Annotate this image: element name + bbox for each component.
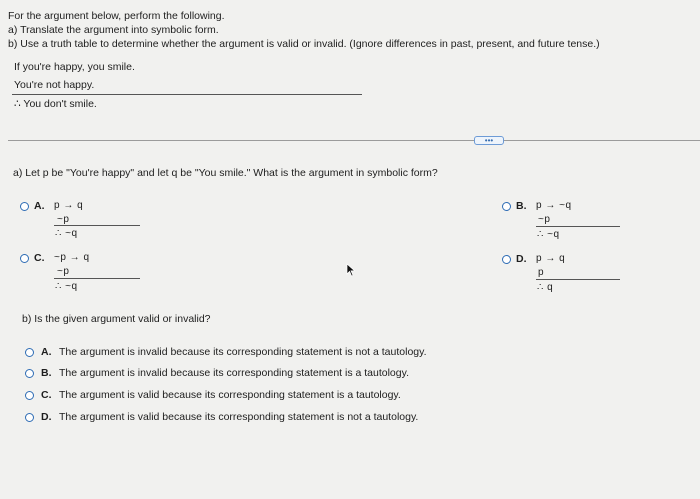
section-separator: [8, 140, 700, 141]
part-a-option-c-premise-1: ~p → q: [54, 252, 90, 263]
part-b-option-b-text[interactable]: The argument is invalid because its corresponding statement is a tautology.: [59, 367, 409, 379]
argument-conclusion: ∴ You don't smile.: [14, 98, 97, 110]
argument-premise-1: If you're happy, you smile.: [14, 61, 135, 73]
part-a-option-d-divider: [536, 279, 620, 280]
part-a-option-c-divider: [54, 278, 140, 279]
part-b-option-a-letter: A.: [41, 346, 52, 358]
part-a-option-a-letter: A.: [34, 200, 45, 212]
instructions-a: a) Translate the argument into symbolic form.: [8, 24, 219, 36]
part-b-option-d-letter: D.: [41, 411, 52, 423]
part-a-option-d-letter: D.: [516, 253, 527, 265]
part-b-option-c-text[interactable]: The argument is valid because its corresponding statement is a tautology.: [59, 389, 401, 401]
argument-premise-2: You're not happy.: [14, 79, 95, 91]
part-b-option-c-letter: C.: [41, 389, 52, 401]
part-a-option-c-premise-2: ~p: [57, 266, 70, 277]
part-a-option-a-premise-1: p → q: [54, 200, 84, 211]
part-b-option-a-radio[interactable]: [25, 348, 34, 357]
expand-button[interactable]: •••: [474, 136, 504, 145]
part-a-option-d-radio[interactable]: [502, 255, 511, 264]
part-a-option-d-conclusion: ∴ q: [537, 282, 554, 293]
part-b-question: b) Is the given argument valid or invalid?: [22, 313, 211, 325]
instructions-intro: For the argument below, perform the following.: [8, 10, 225, 22]
part-a-question: a) Let p be "You're happy" and let q be "You smile." What is the argument in symbolic form?: [13, 167, 438, 179]
part-b-option-c-radio[interactable]: [25, 391, 34, 400]
part-b-option-d-radio[interactable]: [25, 413, 34, 422]
part-a-option-a-conclusion: ∴ ~q: [55, 228, 78, 239]
part-a-option-d-premise-2: p: [538, 267, 545, 278]
part-a-option-c-radio[interactable]: [20, 254, 29, 263]
part-a-option-b-premise-1: p → ~q: [536, 200, 572, 211]
mouse-cursor-icon: [346, 263, 356, 277]
part-a-option-b-divider: [536, 226, 620, 227]
part-a-option-d-premise-1: p → q: [536, 253, 566, 264]
part-a-option-a-premise-2: ~p: [57, 214, 70, 225]
part-b-option-b-letter: B.: [41, 367, 52, 379]
part-a-option-c-conclusion: ∴ ~q: [55, 281, 78, 292]
part-b-option-d-text[interactable]: The argument is valid because its corresponding statement is not a tautology.: [59, 411, 419, 423]
part-a-option-b-radio[interactable]: [502, 202, 511, 211]
instructions-b: b) Use a truth table to determine whether the argument is valid or invalid. (Ignore differences in past, present, and future tense.): [8, 38, 600, 50]
argument-divider: [12, 94, 362, 95]
part-b-option-b-radio[interactable]: [25, 369, 34, 378]
part-a-option-a-radio[interactable]: [20, 202, 29, 211]
part-a-option-b-letter: B.: [516, 200, 527, 212]
part-a-option-b-conclusion: ∴ ~q: [537, 229, 560, 240]
part-b-option-a-text[interactable]: The argument is invalid because its corresponding statement is not a tautology.: [59, 346, 427, 358]
part-a-option-a-divider: [54, 225, 140, 226]
part-a-option-c-letter: C.: [34, 252, 45, 264]
part-a-option-b-premise-2: ~p: [538, 214, 551, 225]
